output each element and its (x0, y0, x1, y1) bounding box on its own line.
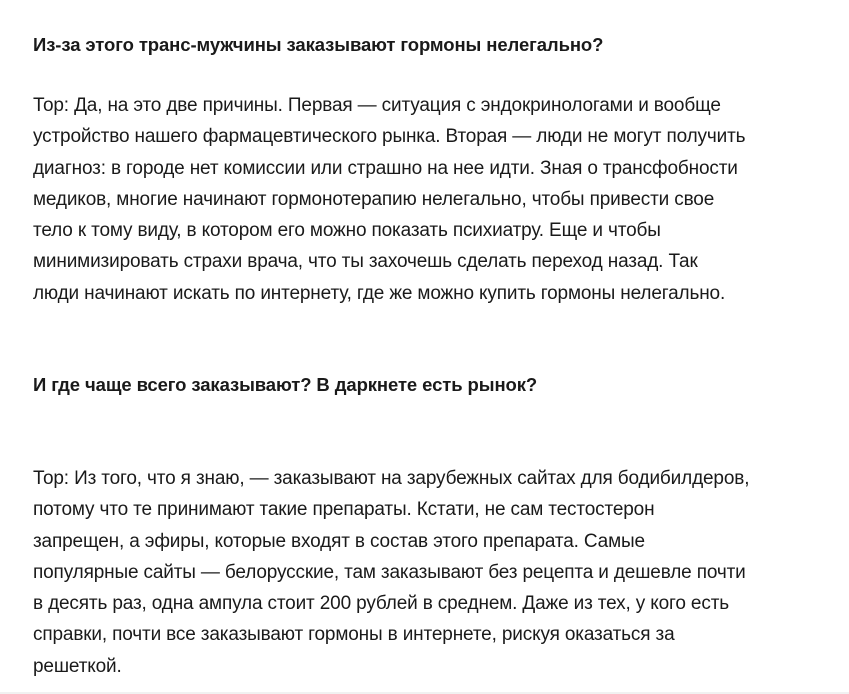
answer-line: устройство нашего фармацевтического рынка. Вторая — люди не могут получить (33, 126, 746, 148)
answer-line: минимизировать страхи врача, что ты захочешь сделать переход назад. Так (33, 251, 698, 273)
interview-answer (33, 463, 749, 682)
answer-line: популярные сайты — белорусские, там заказывают без рецепта и дешевле почти (33, 561, 746, 583)
answer-line: справки, почти все заказывают гормоны в интернете, рискуя оказаться за (33, 624, 675, 646)
answer-line: медиков, многие начинают гормонотерапию нелегально, чтобы привести свое (33, 188, 715, 210)
answer-line: решеткой. (33, 655, 122, 677)
answer-line: люди начинают искать по интернету, где же можно купить гормоны нелегально. (33, 282, 726, 304)
answer-line: потому что те принимают такие препараты. Кстати, не сам тестостерон (33, 499, 655, 521)
interview-question: И где чаще всего заказывают? В даркнете есть рынок? (33, 374, 538, 395)
answer-line: Тор: Да, на это две причины. Первая — ситуация с эндокринологами и вообще (33, 95, 721, 116)
answer-line: диагноз: в городе нет комиссии или страшно на нее идти. Зная о трансфобности (33, 157, 738, 179)
interview-question: Из-за этого транс-мужчины заказывают гормоны нелегально? (33, 34, 604, 55)
answer-line: Тор: Из того, что я знаю, — заказывают на зарубежных сайтах для бодибилдеров, (33, 468, 750, 489)
answer-line: в десять раз, одна ампула стоит 200 рублей в среднем. Даже из тех, у кого есть (33, 593, 730, 615)
answer-line: тело к тому виду, в котором его можно показать психиатру. Еще и чтобы (33, 220, 661, 242)
answer-line: запрещен, а эфиры, которые входят в состав этого препарата. Самые (33, 530, 645, 552)
interview-answer (33, 90, 745, 309)
